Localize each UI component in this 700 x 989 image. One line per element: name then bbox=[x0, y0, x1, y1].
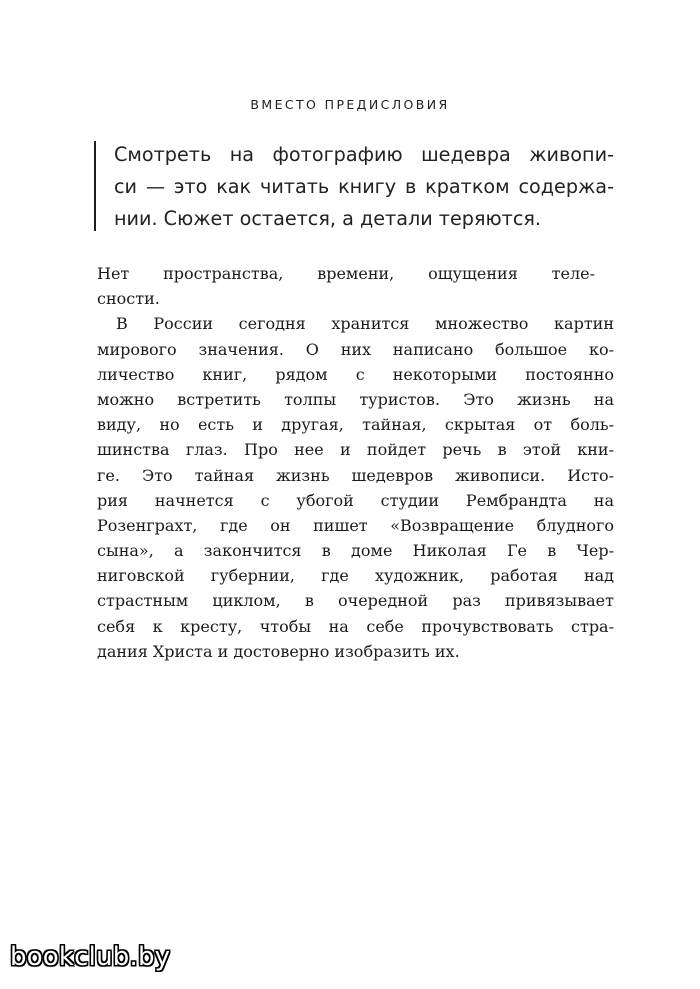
epigraph-block bbox=[94, 139, 614, 234]
epigraph-text bbox=[114, 139, 614, 235]
text-line: мирового значения. О них написано большое ко- bbox=[97, 339, 614, 359]
text-line: В России сегодня хранится множество картин bbox=[116, 314, 614, 334]
text-line: ниговской губернии, где художник, работая над bbox=[97, 566, 614, 586]
epigraph-rule bbox=[94, 141, 96, 231]
epigraph-line: нии. Сюжет остается, а детали теряются. bbox=[114, 207, 542, 230]
text-line: страстным циклом, в очередной раз привязывает bbox=[97, 591, 614, 611]
text-line: шинства глаз. Про нее и пойдет речь в этой кни- bbox=[97, 440, 614, 460]
text-line: виду, но есть и другая, тайная, скрытая от боль- bbox=[97, 415, 614, 435]
epigraph-line: Смотреть на фотографию шедевра живопи- bbox=[114, 143, 614, 166]
text-line: сности. bbox=[97, 289, 160, 309]
text-line: себя к кресту, чтобы на себе прочувствовать стра- bbox=[97, 616, 614, 636]
text-line: ге. Это тайная жизнь шедевров живописи. Исто- bbox=[97, 465, 614, 485]
text-line: Розенграхт, где он пишет «Возвращение блудного bbox=[97, 515, 614, 535]
site-watermark: bookclub.by bbox=[10, 942, 171, 972]
text-line: Нет пространства, времени, ощущения теле- bbox=[97, 264, 595, 283]
body-text bbox=[97, 261, 614, 664]
text-line: можно встретить толпы туристов. Это жизнь на bbox=[97, 389, 614, 409]
epigraph-line: си — это как читать книгу в кратком содержа- bbox=[114, 175, 614, 198]
text-line: сына», а закончится в доме Николая Ге в Чер- bbox=[97, 541, 614, 561]
running-head: ВМЕСТО ПРЕДИСЛОВИЯ bbox=[250, 97, 450, 112]
text-line: рия начнется с убогой студии Рембрандта на bbox=[97, 490, 614, 510]
text-line: личество книг, рядом с некоторыми постоянно bbox=[97, 364, 614, 384]
text-line: дания Христа и достоверно изобразить их. bbox=[97, 641, 460, 661]
